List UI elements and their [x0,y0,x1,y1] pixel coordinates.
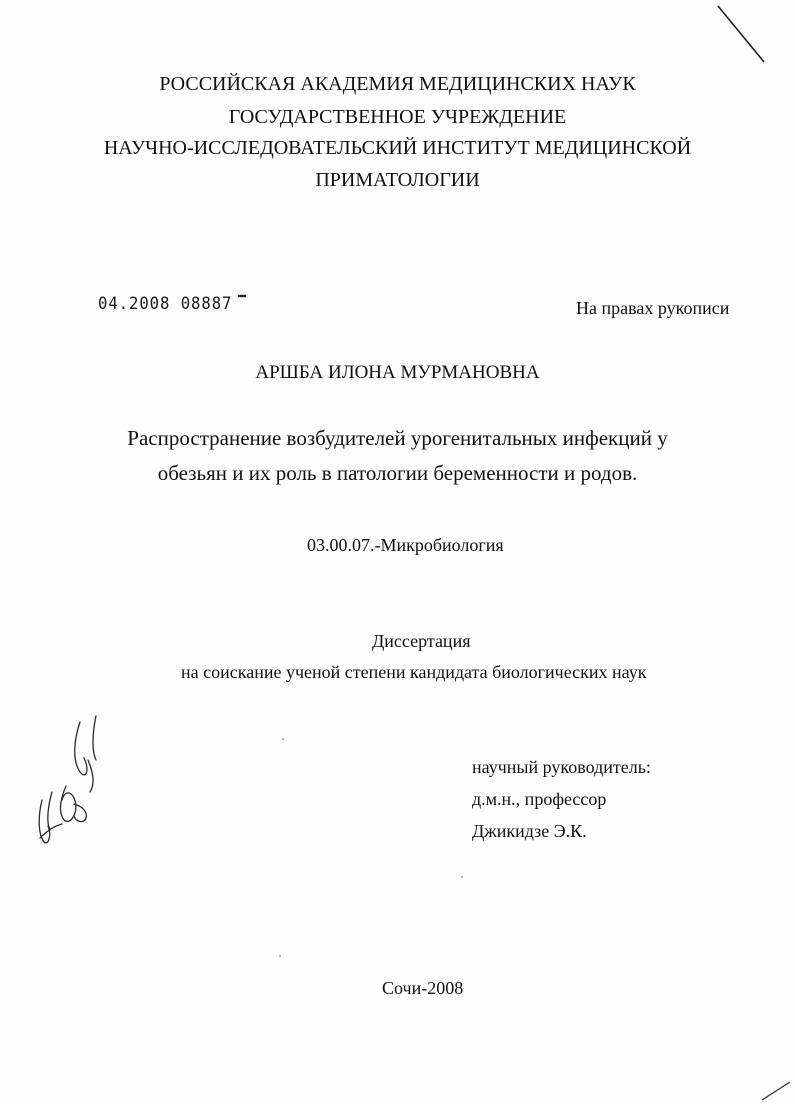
speck [279,955,281,957]
registration-stamp: 04.2008 08887 [98,294,233,314]
corner-stroke-bottom [762,1082,790,1100]
place-year: Сочи-2008 [382,978,464,998]
speck [282,738,284,740]
supervisor-label: научный руководитель: [472,757,651,777]
supervisor-name: Джикидзе Э.К. [472,821,587,841]
header-line-academy: РОССИЙСКАЯ АКАДЕМИЯ МЕДИЦИНСКИХ НАУК [159,73,636,95]
thesis-type: Диссертация [372,631,471,651]
header-line-institute: НАУЧНО-ИССЛЕДОВАТЕЛЬСКИЙ ИНСТИТУТ МЕДИЦИНСКОЙ [103,137,692,159]
thesis-degree: на соискание ученой степени кандидата биологических наук [181,662,647,682]
supervisor-degree: д.м.н., профессор [472,789,607,809]
corner-stroke-top [718,6,764,62]
thesis-title-line-2: обезьян и их роль в патологии беременности и родов. [157,461,638,485]
specialty-code: 03.00.07.-Микробиология [307,535,504,555]
author-name: АРШБА ИЛОНА МУРМАНОВНА [255,362,540,383]
thesis-title-line-1: Распространение возбудителей урогенитальных инфекций у [127,426,668,450]
handwritten-signature [39,716,96,843]
speck [461,876,463,878]
header-line-primatology: ПРИМАТОЛОГИИ [315,169,480,191]
header-line-institution-type: ГОСУДАРСТВЕННОЕ УЧРЕЖДЕНИЕ [228,106,567,128]
rights-note: На правах рукописи [576,298,730,318]
